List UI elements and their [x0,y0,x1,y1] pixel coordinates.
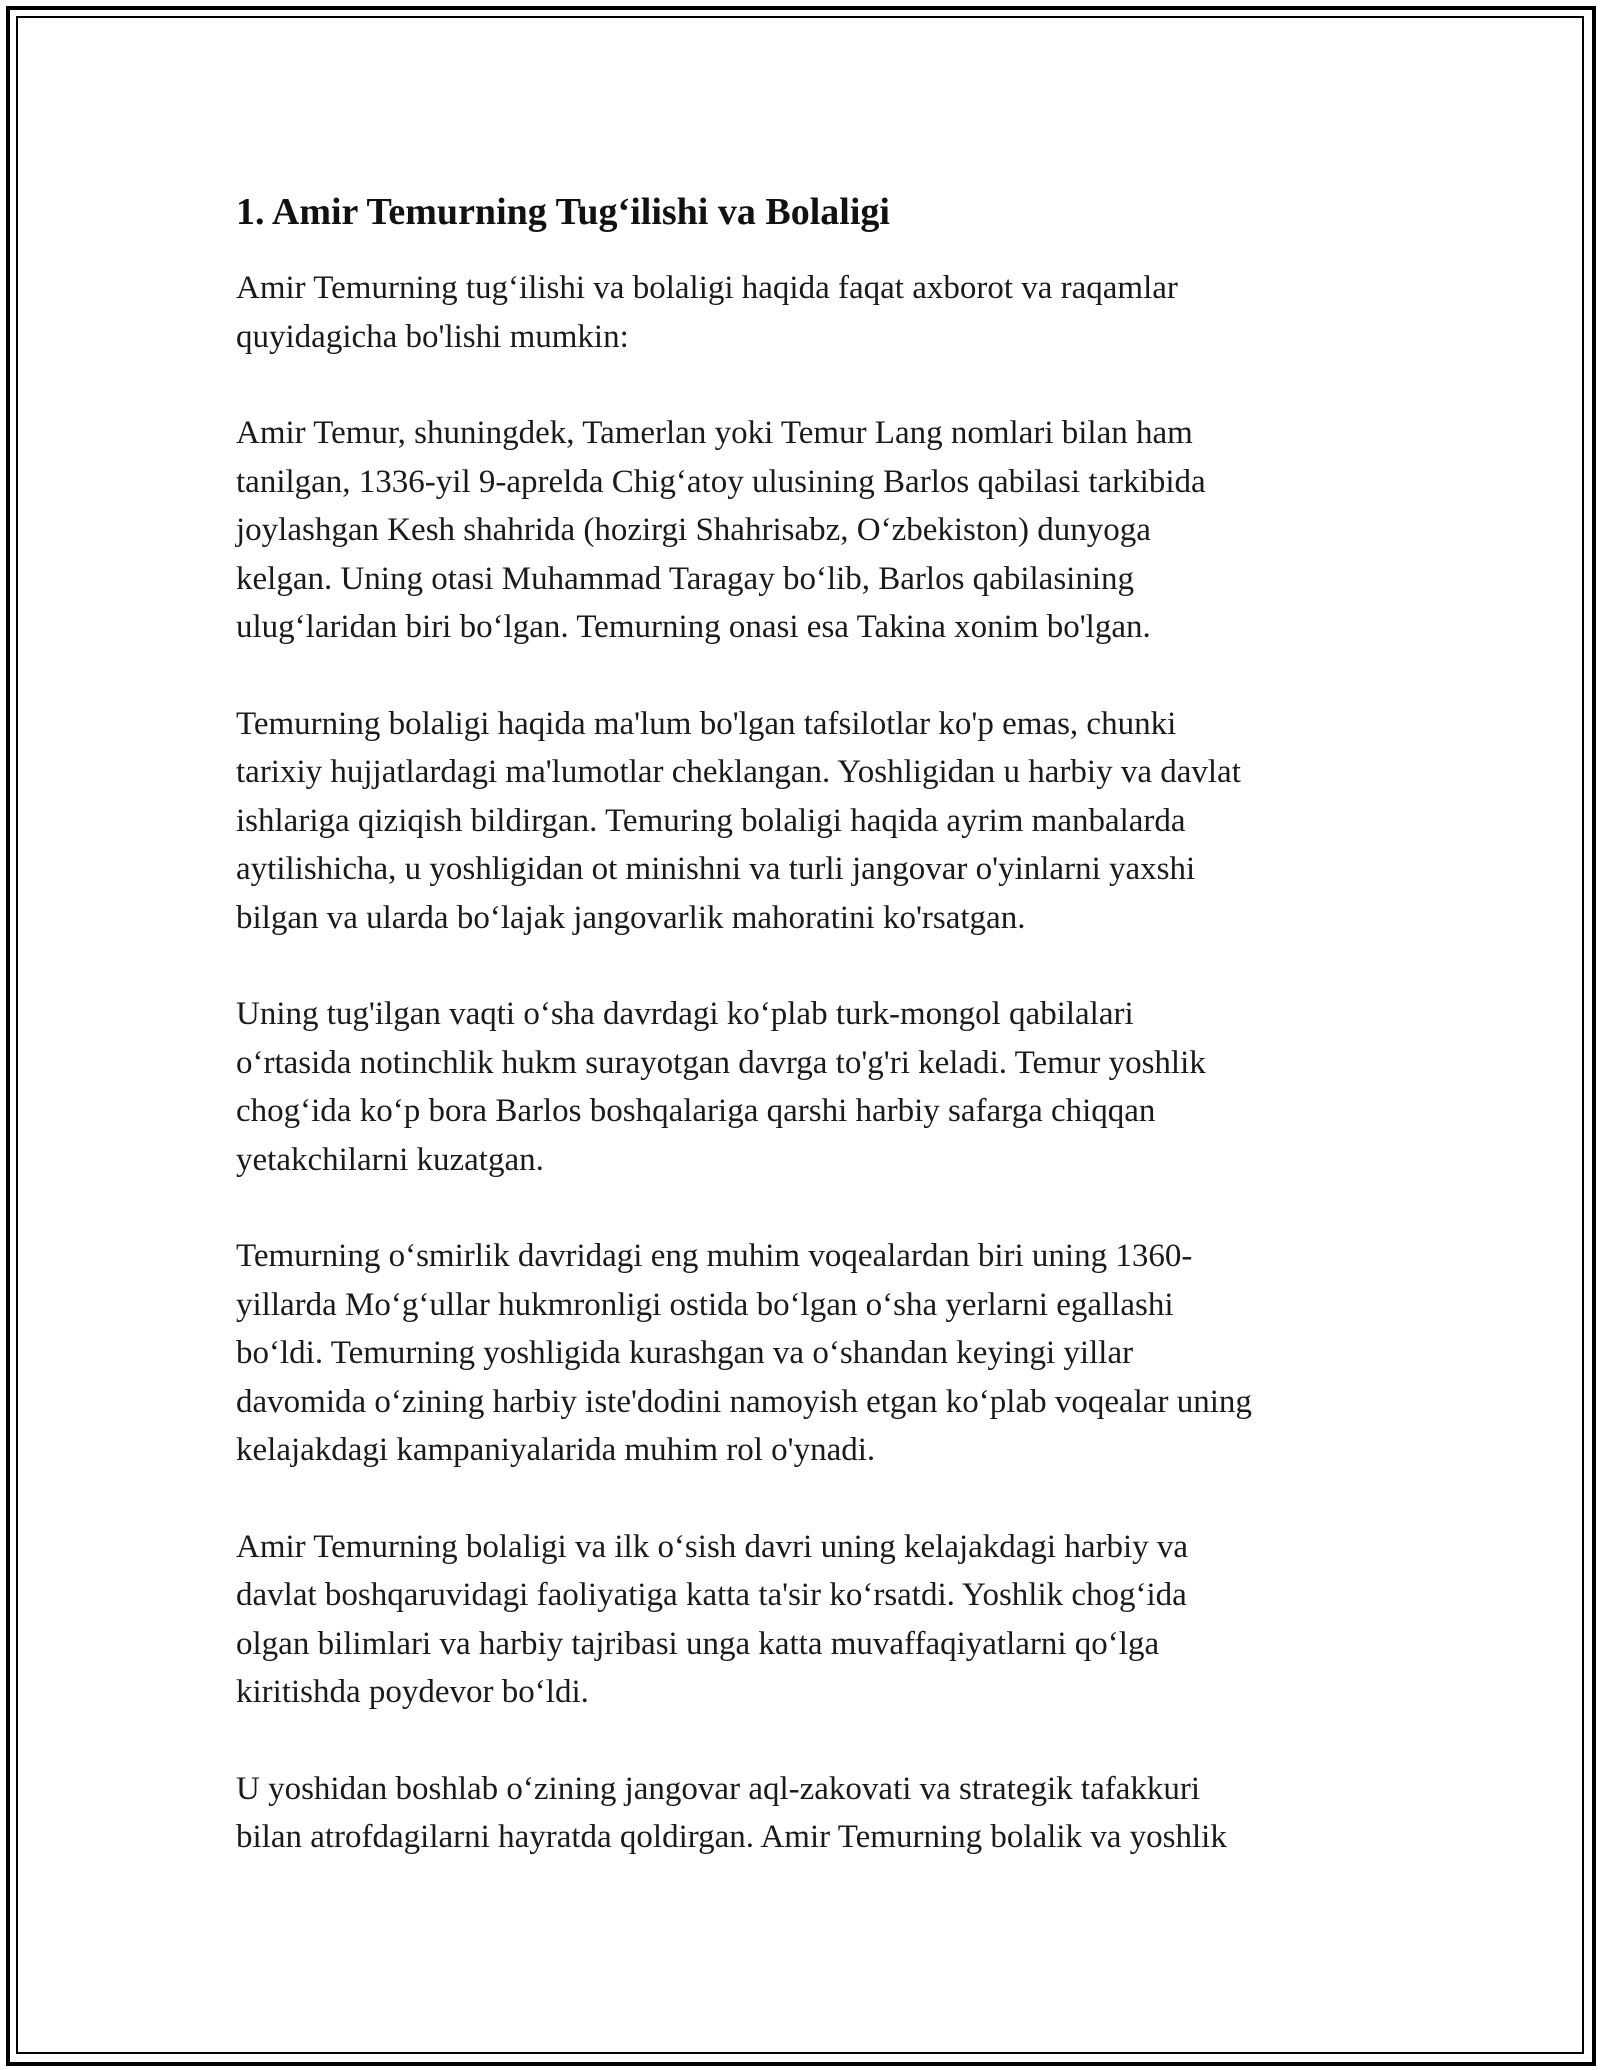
paragraph-line: ulug‘laridan biri bo‘lgan. Temurning onasi esa Takina xonim bo'lgan. [236,609,1151,645]
paragraph [236,264,1386,361]
paragraph-line: chog‘ida ko‘p bora Barlos boshqalariga qarshi harbiy safarga chiqqan [236,1093,1156,1129]
paragraph [236,990,1386,1184]
paragraph-line: Temurning o‘smirlik davridagi eng muhim voqealardan biri uning 1360- [236,1238,1193,1274]
section-heading: 1. Amir Temurning Tug‘ilishi va Bolaligi [236,191,890,233]
paragraph-line: bilgan va ularda bo‘lajak jangovarlik mahoratini ko'rsatgan. [236,899,1026,936]
paragraph-line: davomida o‘zining harbiy iste'dodini namoyish etgan ko‘plab voqealar uning [236,1383,1252,1420]
paragraph-line: o‘rtasida notinchlik hukm surayotgan davrga to'g'ri keladi. Temur yoshlik [236,1044,1206,1081]
paragraph-line: Amir Temur, shuningdek, Tamerlan yoki Temur Lang nomlari bilan ham [236,415,1193,451]
paragraph-line: tanilgan, 1336-yil 9-aprelda Chig‘atoy ulusining Barlos qabilasi tarkibida [236,463,1206,500]
paragraph-line: davlat boshqaruvidagi faoliyatiga katta ta'sir ko‘rsatdi. Yoshlik chog‘ida [236,1577,1187,1613]
paragraph-line: yillarda Mo‘g‘ullar hukmronligi ostida bo‘lgan o‘sha yerlarni egallashi [236,1286,1174,1323]
paragraph-line: bo‘ldi. Temurning yoshligida kurashgan va o‘shandan keyingi yillar [236,1335,1134,1371]
paragraph-line: Uning tug'ilgan vaqti o‘sha davrdagi ko‘plab turk-mongol qabilalari [236,996,1134,1032]
paragraph-line: Amir Temurning bolaligi va ilk o‘sish davri uning kelajakdagi harbiy va [236,1528,1189,1565]
paragraph [236,1523,1386,1717]
paragraph-line: ishlariga qiziqish bildirgan. Temuring bolaligi haqida ayrim manbalarda [236,802,1186,839]
paragraph-line: aytilishicha, u yoshligidan ot minishni va turli jangovar o'yinlarni yaxshi [236,851,1196,887]
paragraph [236,1232,1386,1475]
paragraph [236,409,1386,652]
paragraph-list [236,264,1386,1862]
paragraph-line: bilan atrofdagilarni hayratda qoldirgan. Amir Temurning bolalik va yoshlik [236,1819,1227,1855]
paragraph-line: kiritishda poydevor bo‘ldi. [236,1674,589,1710]
paragraph-line: olgan bilimlari va harbiy tajribasi unga katta muvaffaqiyatlarni qo‘lga [236,1625,1160,1662]
paragraph-line: quyidagicha bo'lishi mumkin: [236,318,629,355]
document-body [236,186,1386,1862]
paragraph-line: Amir Temurning tug‘ilishi va bolaligi haqida faqat axborot va raqamlar [236,270,1178,306]
paragraph-line: U yoshidan boshlab o‘zining jangovar aql-zakovati va strategik tafakkuri [236,1770,1201,1807]
paragraph-line: Temurning bolaligi haqida ma'lum bo'lgan tafsilotlar ko'p emas, chunki [236,705,1177,742]
paragraph-line: yetakchilarni kuzatgan. [236,1141,544,1178]
paragraph-line: joylashgan Kesh shahrida (hozirgi Shahrisabz, O‘zbekiston) dunyoga [236,512,1151,548]
paragraph [236,700,1386,943]
paragraph-line: kelgan. Uning otasi Muhammad Taragay bo‘lib, Barlos qabilasining [236,560,1134,597]
paragraph-line: kelajakdagi kampaniyalarida muhim rol o'ynadi. [236,1432,876,1468]
paragraph-line: tarixiy hujjatlardagi ma'lumotlar cheklangan. Yoshligidan u harbiy va davlat [236,754,1241,790]
paragraph [236,1765,1386,1862]
